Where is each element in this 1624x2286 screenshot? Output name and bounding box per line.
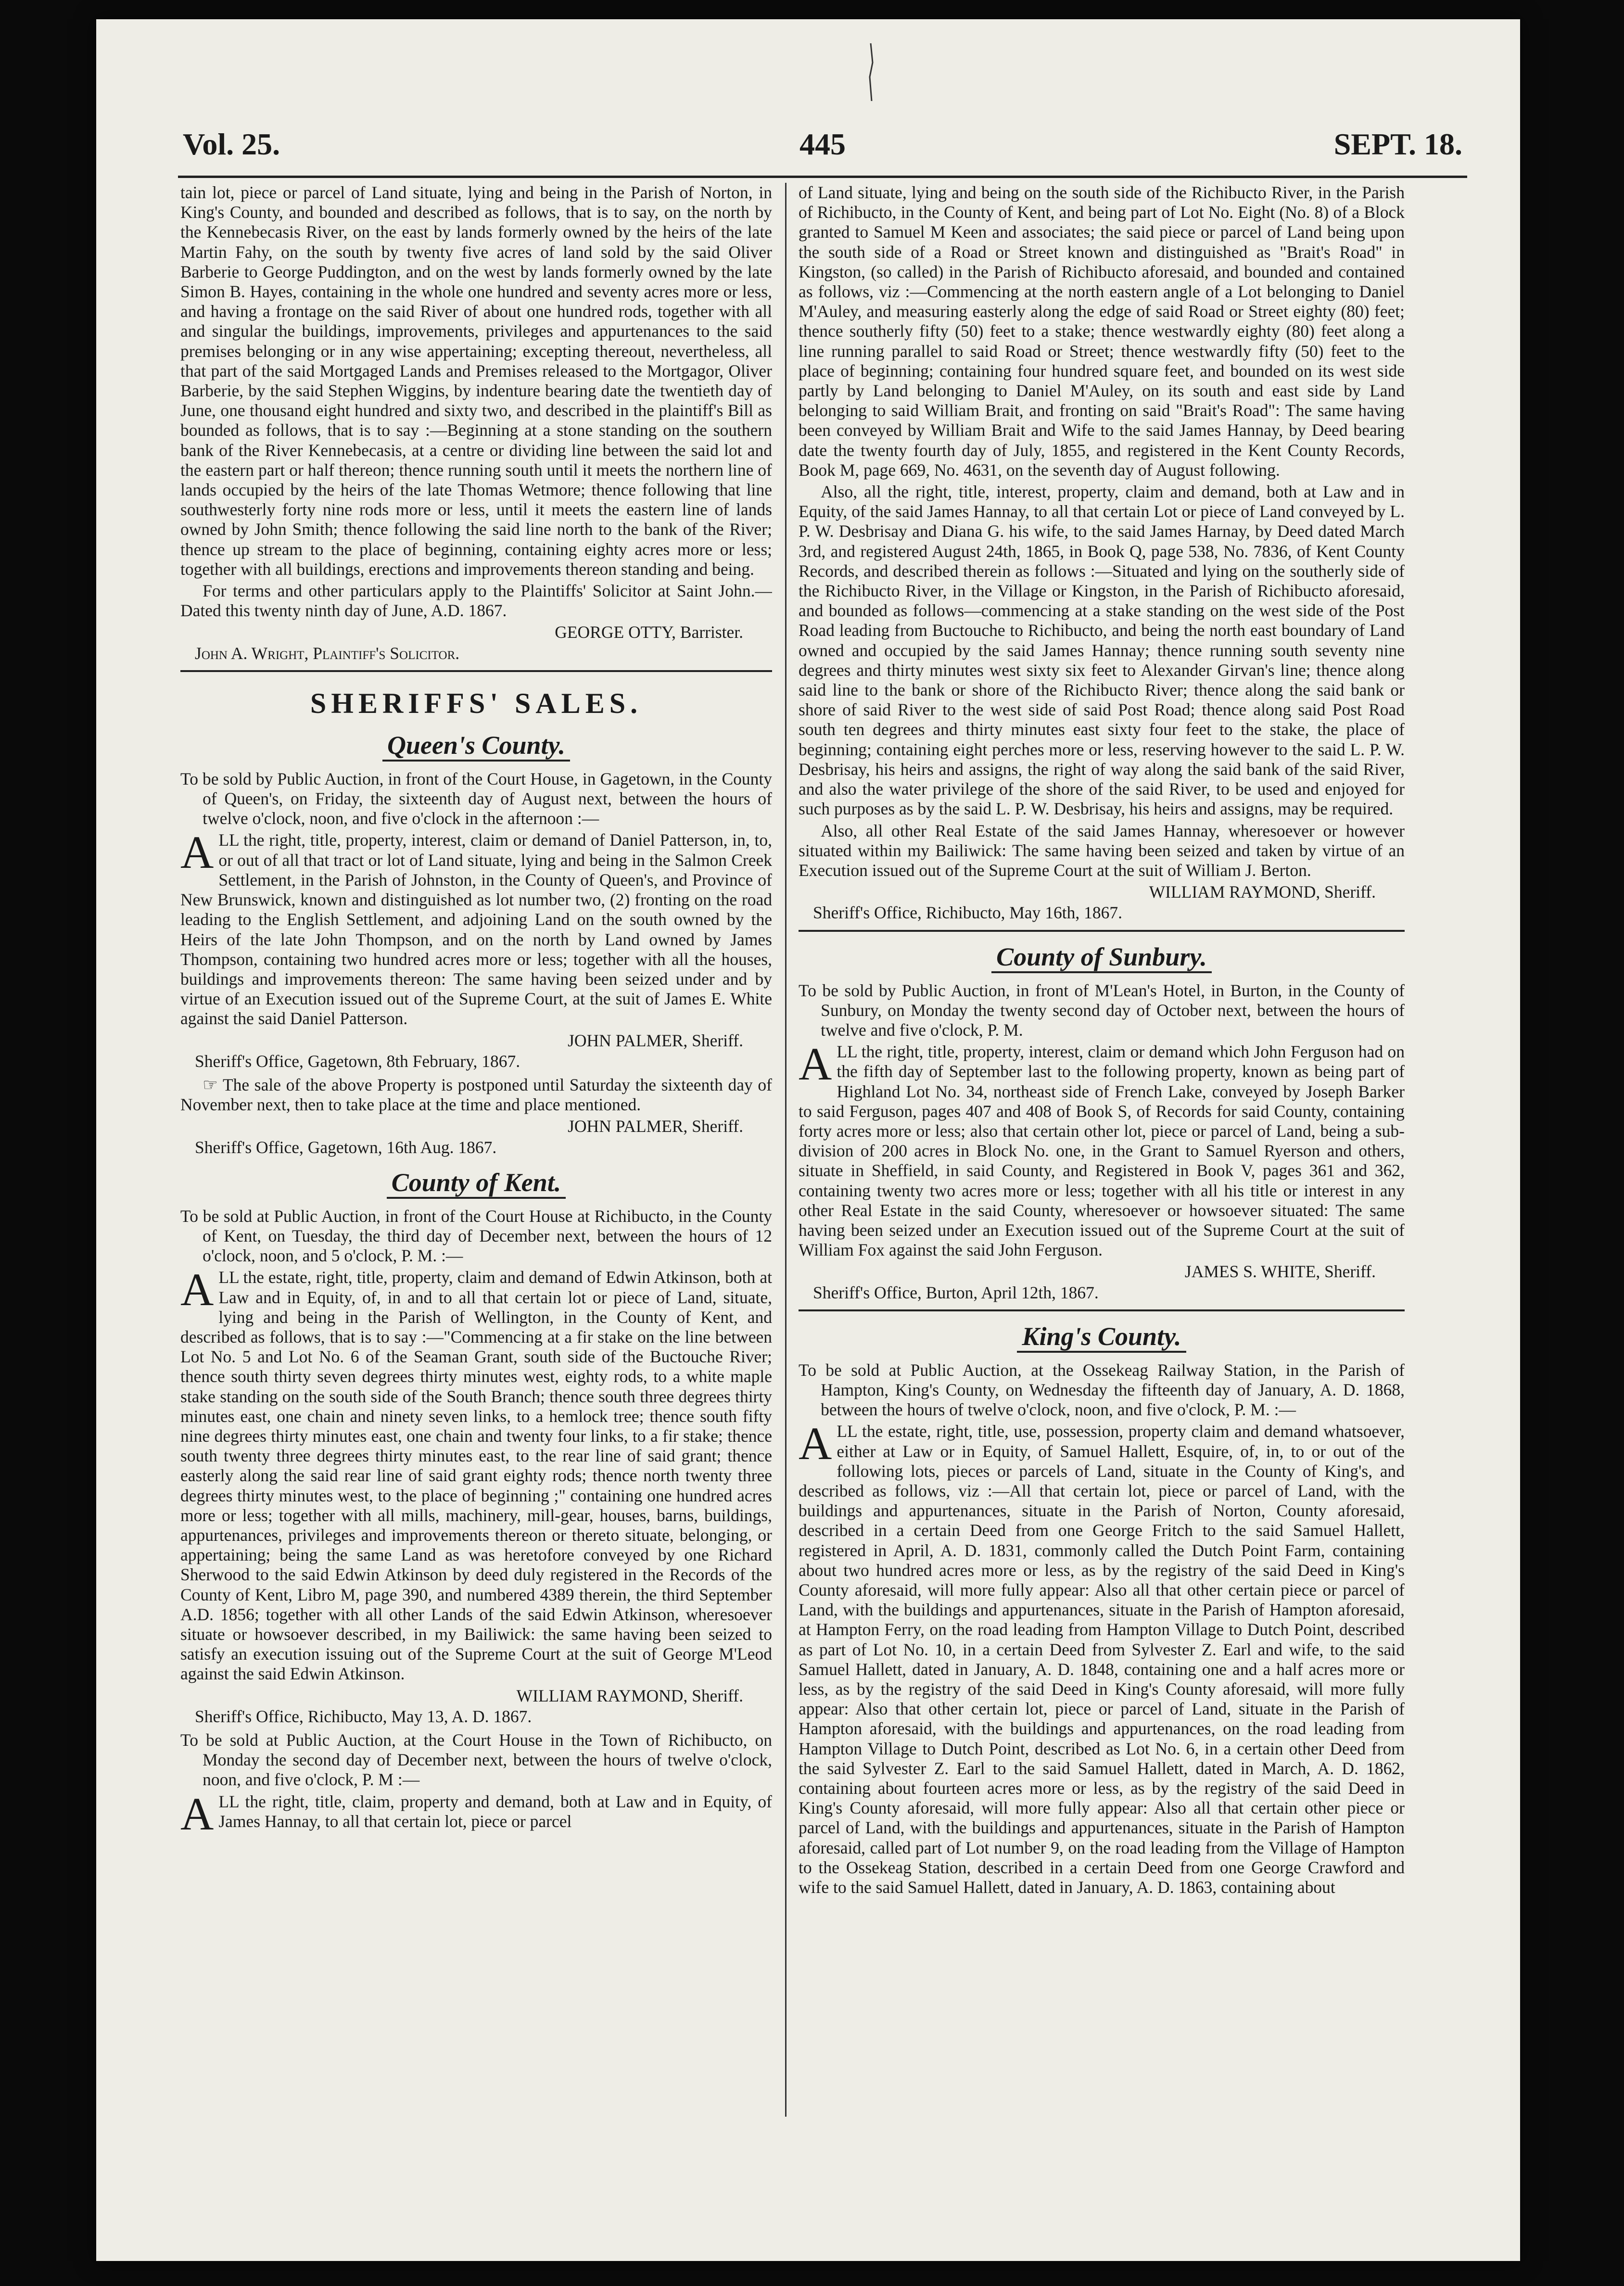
- column-divider: [785, 183, 787, 2117]
- drop-cap: A: [180, 826, 214, 878]
- raymond-signature: WILLIAM RAYMOND, Sheriff.: [516, 1686, 743, 1705]
- volume-label: Vol. 25.: [183, 127, 280, 161]
- sunbury-sale-body: ALL the right, title, property, interest, claim or demand which John Ferguson had on the fifth day of September last to the following property, known as being part of Highland Lot No. 34, northeast side of French Lake, conveyed by Joseph Barker to said Ferguson, pages 407 and 408 of Book S, of Records for said County, containing forty acres more or less; also that certain other lot, piece or parcel of Land, being a sub-division of 200 acres in Block No. one, in the Grant to Samuel Ryerson and others, situate in Sheffield, in said County, and Registered in Book V, pages 361 and 362, containing twenty two acres more or less; together with all his title or interest in any other Real Estate in the said County, wheresoever or howsoever situated: The same having been seized under an Execution issued out of the Supreme Court at the suit of William Fox against the said John Ferguson.: [799, 1038, 1405, 1260]
- terms-paragraph: For terms and other particulars apply to the Plaintiffs' Solicitor at Saint John.—Dated this twenty ninth day of June, A.D. 1867.: [180, 581, 772, 621]
- gagetown-office-line: Sheriff's Office, Gagetown, 8th February, 1867.: [195, 1051, 520, 1071]
- drop-cap: A: [799, 1418, 832, 1470]
- queens-county-heading: Queen's County.: [180, 730, 772, 761]
- issue-date: SEPT. 18.: [1333, 127, 1462, 161]
- palmer-signature: JOHN PALMER, Sheriff.: [568, 1030, 743, 1050]
- drop-cap: A: [180, 1264, 214, 1316]
- norton-land-text: tain lot, piece or parcel of Land situate, lying and being in the Parish of Norton, in King's County, and bounded and described as follows, that is to say, on the north by the Kennebecasis River, on the east by lands formerly owned by the heirs of the late Martin Fahy, on the south by twenty five acres of land sold by the said Oliver Barberie to George Puddington, and on the west by lands formerly owned by the late Simon B. Hayes, containing in the whole one hundred and seventy acres more or less, and having a frontage on the said River of about one hundred rods, together with all and singular the buildings, improvements, privileges and appurtenances to the said premises belonging or in any wise appertaining; excepting thereout, nevertheless, all that part of the said Mortgaged Lands and Premises released to the Mortgagor, Oliver Barberie, by the said Stephen Wiggins, by indenture bearing date the twentieth day of June, one thousand eight hundred and sixty two, and described in the plaintiff's Bill as bounded as follows, that is to say :—Beginning at a stone standing on the southern bank of the River Kennebecasis, at a centre or dividing line between the said lot and the eastern part or half thereon; thence running south until it meets the northern line of lands occupied by the heirs of the late Thomas Wetmore; thence following that line southwesterly forty nine rods more or less, until it meets the eastern line of lands owned by John Smith; thence following the said line north to the bank of the River; thence up stream to the place of beginning, containing eighty acres more or less; together with all buildings, erections and improvements thereon standing and being.: [180, 183, 772, 579]
- kings-county-heading: King's County.: [799, 1321, 1405, 1352]
- newspaper-page: [96, 19, 1520, 2261]
- barrister-signature: GEORGE OTTY, Barrister.: [555, 622, 743, 642]
- kent-sale-body: ALL the estate, right, title, property, claim and demand of Edwin Atkinson, both at Law and in Equity, of, in and to all that certain lot or piece of Land, situate, lying and being in the Parish of Wellington, in the County of Kent, and described as follows, that is to say :—"Commencing at a fir stake on the line between Lot No. 5 and Lot No. 6 of the Seaman Grant, south side of the Buctouche River; thence south thirty seven degrees thirty minutes west, eighty rods, to a white maple stake standing on the south side of the South Branch; thence south three degrees thirty minutes east, one chain and ninety seven links, to a hemlock tree; thence south fifty nine degrees thirty minutes east, one chain and twenty four links, to a fir stake; thence south twenty three degrees thirty minutes east, to the rear line of said grant; thence easterly along the said rear line of said grant eighty rods; thence north twenty three degrees thirty minutes west, to the place of beginning ;" containing one hundred acres more or less; together with all mills, machinery, mill-gear, houses, barns, buildings, appurtenances, privileges and improvements thereon or thereto situate, belonging, or appertaining; being the same Land as was heretofore conveyed by one Richard Sherwood to the said Edwin Atkinson by deed duly registered in the Records of the County of Kent, Libro M, page 390, and numbered 4389 therein, the third September A.D. 1856; together with all other Lands of the said Edwin Atkinson, wheresoever situate or howsoever described, in my Bailiwick: the same having been seized to satisfy an execution issuing out of the Supreme Court at the suit of George M'Leod against the said Edwin Atkinson.: [180, 1264, 772, 1684]
- section-rule: [799, 1309, 1405, 1311]
- raymond-signature-2: WILLIAM RAYMOND, Sheriff.: [1149, 882, 1376, 902]
- queens-sale-body: ALL the right, title, property, interest, claim or demand of Daniel Patterson, in, to, or out of all that tract or lot of Land situate, lying and being in the Salmon Creek Settlement, in the Parish of Johnston, in the County of Queen's, and Province of New Brunswick, known and distinguished as lot number two, (2) fronting on the road leading to the English Settlement, and adjoining Land on the south owned by the Heirs of the late John Thompson, and on the north by Land owned by James Thompson, containing two hundred acres more or less; together with all the houses, buildings and improvements thereon: The same having been seized under and by virtue of an Execution issued out of the Supreme Court, at the suit of James E. White against the said Daniel Patterson.: [180, 826, 772, 1029]
- queens-auction-notice: To be sold by Public Auction, in front of the Court House, in Gagetown, in the County of Queen's, on Friday, the sixteenth day of August next, between the hours of twelve o'clock, noon, and five o'clock in the afternoon :—: [180, 769, 772, 828]
- desbrisay-land-text: Also, all the right, title, interest, property, claim and demand, both at Law and in Equity, of the said James Hannay, to all that certain Lot or piece of Land conveyed by L. P. W. Desbrisay and Diana G. his wife, to the said James Harnay, by Deed dated March 3rd, and registered August 24th, 1865, in Book Q, page 538, No. 7836, of Kent County Records, and described therein as follows :—Situated and lying on the southerly side of the Richibucto River, in the Village or Kingston, in the Parish of Richibucto aforesaid, and bounded as follows—commencing at a stake standing on the west side of the Post Road leading from Buctouche to Richibucto, and being the north east boundary of Land owned and occupied by the said James Hannay; thence running south seventy nine degrees and thirty minutes west sixty six feet to Alexander Girvan's line; thence along said line to the bank or shore of the Richibucto River; thence along the said bank or shore of said River to the west side of said Post Road; thence along said Post Road south ten degrees and thirty minutes east sixty four feet to the stake, the place of beginning; containing eight perches more or less, reserving however to the said L. P. W. Desbrisay, his heirs and assigns, the right of way along the said bank of the said River, and also the water privilege of the shore of the said River, to be used and enjoyed for such purposes as by the said L. P. W. Desbrisay, his heirs and assigns, may be required.: [799, 482, 1405, 819]
- page-number: 445: [799, 127, 846, 161]
- section-rule: [180, 670, 772, 672]
- white-signature: JAMES S. WHITE, Sheriff.: [1184, 1262, 1376, 1282]
- postponement-notice: ☞ The sale of the above Property is postponed until Saturday the sixteenth day of November next, then to take place at the time and place mentioned.: [180, 1075, 772, 1115]
- kent-auction-notice: To be sold at Public Auction, in front of the Court House at Richibucto, in the County of Kent, on Tuesday, the third day of December next, between the hours of 12 o'clock, noon, and 5 o'clock, P. M. :—: [180, 1206, 772, 1266]
- kings-auction-notice: To be sold at Public Auction, at the Ossekeag Railway Station, in the Parish of Hampton, King's County, on Wednesday the fifteenth day of January, A. D. 1868, between the hours of twelve o'clock, noon, and five o'clock, P. M. :—: [799, 1360, 1405, 1420]
- hannay-real-estate-text: Also, all other Real Estate of the said James Hannay, wheresoever or however situated within my Bailiwick: The same having been seized and taken by virtue of an Execution issued out of the Supreme Court at the suit of William J. Berton.: [799, 821, 1405, 880]
- richibucto-office-line: Sheriff's Office, Richibucto, May 13, A. D. 1867.: [195, 1706, 532, 1726]
- left-column: [180, 183, 772, 2117]
- sunbury-county-heading: County of Sunbury.: [799, 941, 1405, 972]
- solicitor-line: John A. Wright, Plaintiff's Solicitor.: [195, 643, 460, 663]
- burton-office-line: Sheriff's Office, Burton, April 12th, 1867.: [813, 1283, 1099, 1302]
- section-rule: [799, 930, 1405, 932]
- sunbury-auction-notice: To be sold by Public Auction, in front of M'Lean's Hotel, in Burton, in the County of Sunbury, on Monday the twenty second day of October next, between the hours of twelve and five o'clock, P. M.: [799, 980, 1405, 1040]
- kent-auction-notice-2: To be sold at Public Auction, at the Court House in the Town of Richibucto, on Monday the second day of December next, between the hours of twelve o'clock, noon, and five o'clock, P. M :—: [180, 1730, 772, 1790]
- kings-sale-body: ALL the estate, right, title, use, possession, property claim and demand whatsoever, either at Law or in Equity, of Samuel Hallett, Esquire, of, in, to or out of the following lots, pieces or parcels of Land, situate in the County of King's, and described as follows, viz :—All that certain lot, piece or parcel of Land, with the buildings and appurtenances, situate in the Parish of Norton, County aforesaid, described in a certain Deed from one George Fritch to the said Samuel Hallett, registered in April, A. D. 1831, commonly called the Dutch Point Farm, containing about two hundred acres more or less, as by the registry of the said Deed in King's County aforesaid, will more fully appear: Also all that other certain piece or parcel of Land, with the buildings and appurtenances, situate in the Parish of Hampton aforesaid, at Hampton Ferry, on the road leading from Hampton Village to Dutch Point, described as part of Lot No. 10, in a certain Deed from Sylvester Z. Earl and wife, to the said Samuel Hallett, dated in January, A. D. 1848, containing one and a half acres more or less, as by the registry of the said Deed in King's County aforesaid, will more fully appear: Also that other certain lot, piece or parcel of Land, situate in the Parish of Hampton aforesaid, with the buildings and appurtenances, on the road leading from Hampton Village to Dutch Point, described as Lot No. 6, in a certain other Deed from the said Sylvester Z. Earl to the said Samuel Hallett, dated in March, A. D. 1862, containing about fourteen acres more or less, as by the registry of the said Deed in King's County aforesaid, will more fully appear: Also all that certain other piece or parcel of Land, with the buildings and appurtenances, situate in the Parish of Hampton aforesaid, called part of Lot number 9, on the road leading from the Village of Hampton to the Ossekeag Station, described in a certain Deed from one George Crawford and wife to the said Samuel Hallett, dated in January, A. D. 1863, containing about: [799, 1418, 1405, 1897]
- right-column: [799, 183, 1405, 2117]
- hannay-sale-body: ALL the right, title, claim, property and demand, both at Law and in Equity, of James Hannay, to all that certain lot, piece or parcel: [180, 1788, 772, 1840]
- header-rule: [178, 176, 1467, 178]
- drop-cap: A: [180, 1788, 214, 1840]
- richibucto-office-line-2: Sheriff's Office, Richibucto, May 16th, 1867.: [813, 903, 1123, 923]
- brait-road-text: of Land situate, lying and being on the south side of the Richibucto River, in the Parish of Richibucto, in the County of Kent, and being part of Lot No. Eight (No. 8) of a Block granted to Samuel M Keen and associates; the said piece or parcel of Land being upon the south side of a Road or Street known and distinguished as "Brait's Road" in Kingston, (so called) in the Parish of Richibucto aforesaid, and bounded and contained as follows, viz :—Commencing at the north eastern angle of a Lot belonging to Daniel M'Auley, and measuring easterly along the edge of said Road or Street eighty (80) feet; thence southerly fifty (50) feet to a stake; thence westwardly eighty (80) feet along a line running parallel to said Road or Street; thence westwardly fifty (50) feet to the place of beginning; containing four hundred square feet, and bounded on its west side partly by Land belonging to Daniel M'Auley, on its south and east side by Land belonging to said William Brait, and fronting on said "Brait's Road": The same having been conveyed by William Brait and Wife to the said James Hannay, by Deed bearing date the twenty fourth day of July, 1855, and registered in the Kent County Records, Book M, page 669, No. 4631, on the seventh day of August following.: [799, 183, 1405, 480]
- gagetown-office-line-2: Sheriff's Office, Gagetown, 16th Aug. 1867.: [195, 1137, 497, 1157]
- palmer-signature-2: JOHN PALMER, Sheriff.: [568, 1117, 743, 1136]
- drop-cap: A: [799, 1038, 832, 1090]
- page-header: [183, 115, 1462, 173]
- sheriffs-sales-title: SHERIFFS' SALES.: [310, 687, 643, 719]
- kent-county-heading: County of Kent.: [180, 1167, 772, 1198]
- scan-mark: [866, 43, 875, 101]
